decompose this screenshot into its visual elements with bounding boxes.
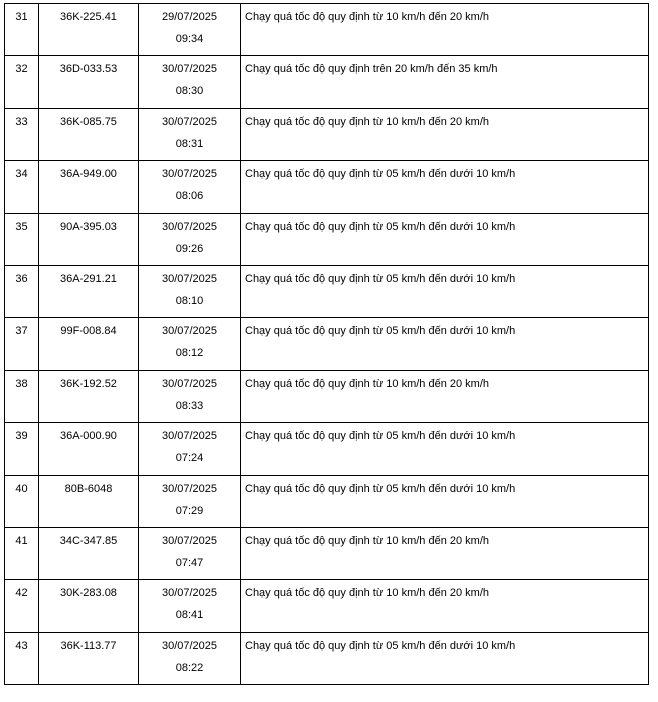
violation-date: 30/07/2025 bbox=[161, 534, 218, 547]
row-number: 31 bbox=[5, 4, 39, 56]
violation-description: Chạy quá tốc độ quy định từ 10 km/h đến 20 km/h bbox=[241, 108, 649, 160]
violation-description: Chạy quá tốc độ quy định từ 05 km/h đến dưới 10 km/h bbox=[241, 213, 649, 265]
table-row bbox=[5, 370, 649, 422]
violation-description: Chạy quá tốc độ quy định từ 10 km/h đến 20 km/h bbox=[241, 527, 649, 579]
table-row bbox=[5, 213, 649, 265]
violation-description: Chạy quá tốc độ quy định từ 05 km/h đến dưới 10 km/h bbox=[241, 632, 649, 684]
violation-time: 07:47 bbox=[175, 556, 204, 569]
row-number: 43 bbox=[5, 632, 39, 684]
violation-datetime bbox=[139, 632, 241, 684]
row-number: 35 bbox=[5, 213, 39, 265]
violation-datetime bbox=[139, 161, 241, 213]
row-number: 32 bbox=[5, 56, 39, 108]
table-row bbox=[5, 108, 649, 160]
license-plate: 90A-395.03 bbox=[39, 213, 139, 265]
table-row bbox=[5, 161, 649, 213]
violation-datetime bbox=[139, 213, 241, 265]
violation-date: 30/07/2025 bbox=[161, 482, 218, 495]
violation-time: 09:26 bbox=[175, 242, 204, 255]
row-number: 33 bbox=[5, 108, 39, 160]
violation-description: Chạy quá tốc độ quy định từ 05 km/h đến dưới 10 km/h bbox=[241, 318, 649, 370]
violation-description: Chạy quá tốc độ quy định từ 05 km/h đến dưới 10 km/h bbox=[241, 475, 649, 527]
row-number: 34 bbox=[5, 161, 39, 213]
row-number: 38 bbox=[5, 370, 39, 422]
violation-date: 30/07/2025 bbox=[161, 639, 218, 652]
violation-datetime bbox=[139, 527, 241, 579]
violation-date: 30/07/2025 bbox=[161, 325, 218, 338]
violations-table-body bbox=[5, 4, 649, 685]
license-plate: 36K-225.41 bbox=[39, 4, 139, 56]
violation-description: Chạy quá tốc độ quy định từ 10 km/h đến 20 km/h bbox=[241, 370, 649, 422]
violation-datetime bbox=[139, 370, 241, 422]
row-number: 36 bbox=[5, 265, 39, 317]
row-number: 39 bbox=[5, 423, 39, 475]
violation-date: 30/07/2025 bbox=[161, 63, 218, 76]
violation-date: 30/07/2025 bbox=[161, 272, 218, 285]
violation-time: 07:24 bbox=[175, 452, 204, 465]
violation-description: Chạy quá tốc độ quy định từ 10 km/h đến 20 km/h bbox=[241, 4, 649, 56]
violation-description: Chạy quá tốc độ quy định từ 05 km/h đến dưới 10 km/h bbox=[241, 161, 649, 213]
violation-time: 09:34 bbox=[175, 33, 204, 45]
violation-time: 08:10 bbox=[175, 294, 204, 307]
violation-time: 08:12 bbox=[175, 347, 204, 360]
violation-datetime bbox=[139, 265, 241, 317]
license-plate: 36K-113.77 bbox=[39, 632, 139, 684]
violation-time: 08:31 bbox=[175, 137, 204, 150]
violation-description: Chạy quá tốc độ quy định từ 05 km/h đến dưới 10 km/h bbox=[241, 265, 649, 317]
violation-datetime bbox=[139, 4, 241, 56]
violation-time: 08:41 bbox=[175, 609, 204, 622]
table-row bbox=[5, 527, 649, 579]
violation-time: 08:33 bbox=[175, 399, 204, 412]
violation-datetime bbox=[139, 423, 241, 475]
violation-date: 30/07/2025 bbox=[161, 430, 218, 443]
license-plate: 36A-949.00 bbox=[39, 161, 139, 213]
license-plate: 36K-192.52 bbox=[39, 370, 139, 422]
violation-datetime bbox=[139, 108, 241, 160]
license-plate: 34C-347.85 bbox=[39, 527, 139, 579]
violation-description: Chạy quá tốc độ quy định trên 20 km/h đến 35 km/h bbox=[241, 56, 649, 108]
table-row bbox=[5, 475, 649, 527]
row-number: 37 bbox=[5, 318, 39, 370]
license-plate: 36A-000.90 bbox=[39, 423, 139, 475]
violation-date: 30/07/2025 bbox=[161, 220, 218, 233]
violation-date: 30/07/2025 bbox=[161, 377, 218, 390]
violation-description: Chạy quá tốc độ quy định từ 05 km/h đến dưới 10 km/h bbox=[241, 423, 649, 475]
license-plate: 36A-291.21 bbox=[39, 265, 139, 317]
license-plate: 80B-6048 bbox=[39, 475, 139, 527]
violation-datetime bbox=[139, 580, 241, 632]
violation-time: 07:29 bbox=[175, 504, 204, 517]
violation-date: 30/07/2025 bbox=[161, 168, 218, 181]
table-row bbox=[5, 56, 649, 108]
violation-time: 08:22 bbox=[175, 661, 204, 674]
license-plate: 36K-085.75 bbox=[39, 108, 139, 160]
table-row bbox=[5, 318, 649, 370]
violation-datetime bbox=[139, 318, 241, 370]
violation-date: 30/07/2025 bbox=[161, 115, 218, 128]
violation-datetime bbox=[139, 56, 241, 108]
row-number: 42 bbox=[5, 580, 39, 632]
table-row bbox=[5, 580, 649, 632]
table-row bbox=[5, 4, 649, 56]
license-plate: 36D-033.53 bbox=[39, 56, 139, 108]
table-row bbox=[5, 632, 649, 684]
license-plate: 99F-008.84 bbox=[39, 318, 139, 370]
violation-datetime bbox=[139, 475, 241, 527]
violation-date: 29/07/2025 bbox=[161, 11, 218, 23]
row-number: 41 bbox=[5, 527, 39, 579]
row-number: 40 bbox=[5, 475, 39, 527]
violation-date: 30/07/2025 bbox=[161, 587, 218, 600]
violations-table bbox=[4, 3, 649, 685]
violation-time: 08:06 bbox=[175, 190, 204, 203]
violation-description: Chạy quá tốc độ quy định từ 10 km/h đến 20 km/h bbox=[241, 580, 649, 632]
violation-time: 08:30 bbox=[175, 85, 204, 98]
license-plate: 30K-283.08 bbox=[39, 580, 139, 632]
table-row bbox=[5, 265, 649, 317]
table-row bbox=[5, 423, 649, 475]
